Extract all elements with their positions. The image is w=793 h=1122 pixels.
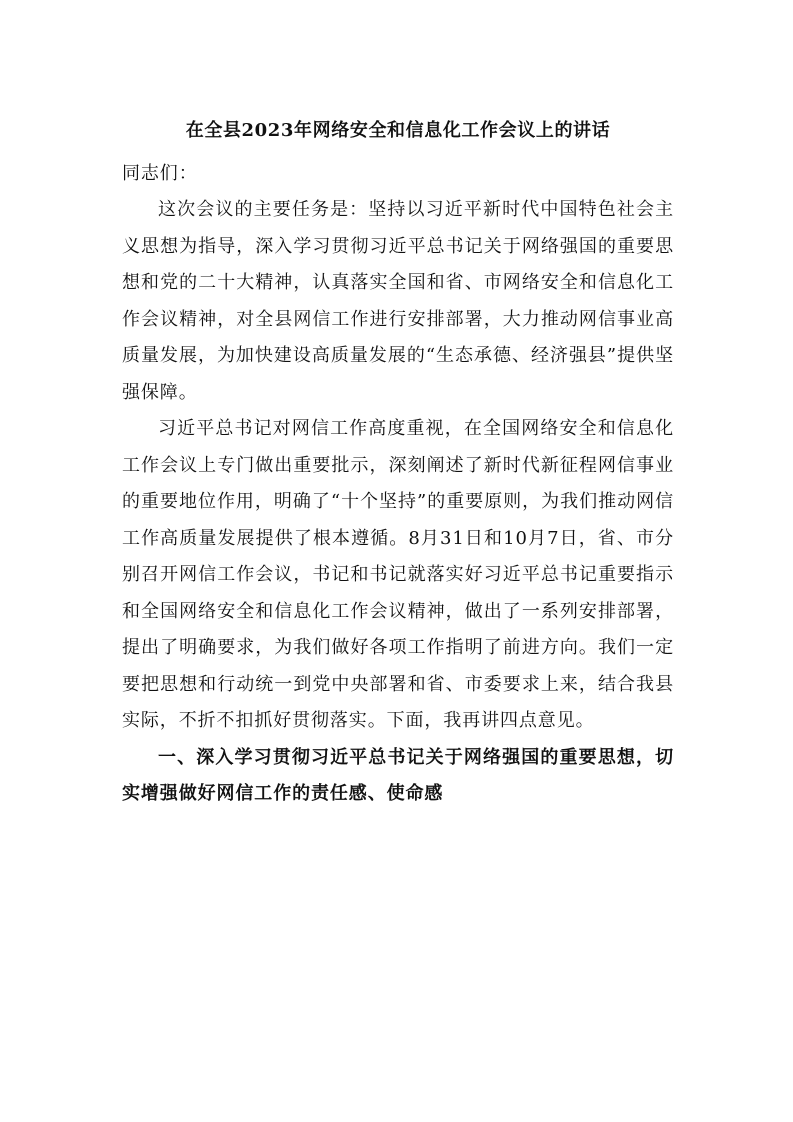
salutation: 同志们：: [122, 163, 198, 184]
section-heading-1: 一、深入学习贯彻习近平总书记关于网络强国的重要思想，切实增强做好网信工作的责任感、使命感: [122, 746, 674, 804]
document-body: [122, 112, 674, 813]
document-title: 在全县2023年网络安全和信息化工作会议上的讲话: [185, 120, 611, 141]
paragraph-background: 习近平总书记对网信工作高度重视，在全国网络安全和信息化工作会议上专门做出重要批示，深刻阐述了新时代新征程网信事业的重要地位作用，明确了“十个坚持”的重要原则，为我们推动网信工作高质量发展提供了根本遵循。8月31日和10月7日，省、市分别召开网信工作会议，书记和书记就落实好习近平总书记重要指示和全国网络安全和信息化工作会议精神，做出了一系列安排部署，提出了明确要求，为我们做好各项工作指明了前进方向。我们一定要把思想和行动统一到党中央部署和省、市委要求上来，结合我县实际，不折不扣抓好贯彻落实。下面，我再讲四点意见。: [122, 418, 674, 731]
paragraph-intro: 这次会议的主要任务是：坚持以习近平新时代中国特色社会主义思想为指导，深入学习贯彻习近平总书记关于网络强国的重要思想和党的二十大精神，认真落实全国和省、市网络安全和信息化工作会议精神，对全县网信工作进行安排部署，大力推动网信事业高质量发展，为加快建设高质量发展的“生态承德、经济强县”提供坚强保障。: [122, 199, 674, 403]
